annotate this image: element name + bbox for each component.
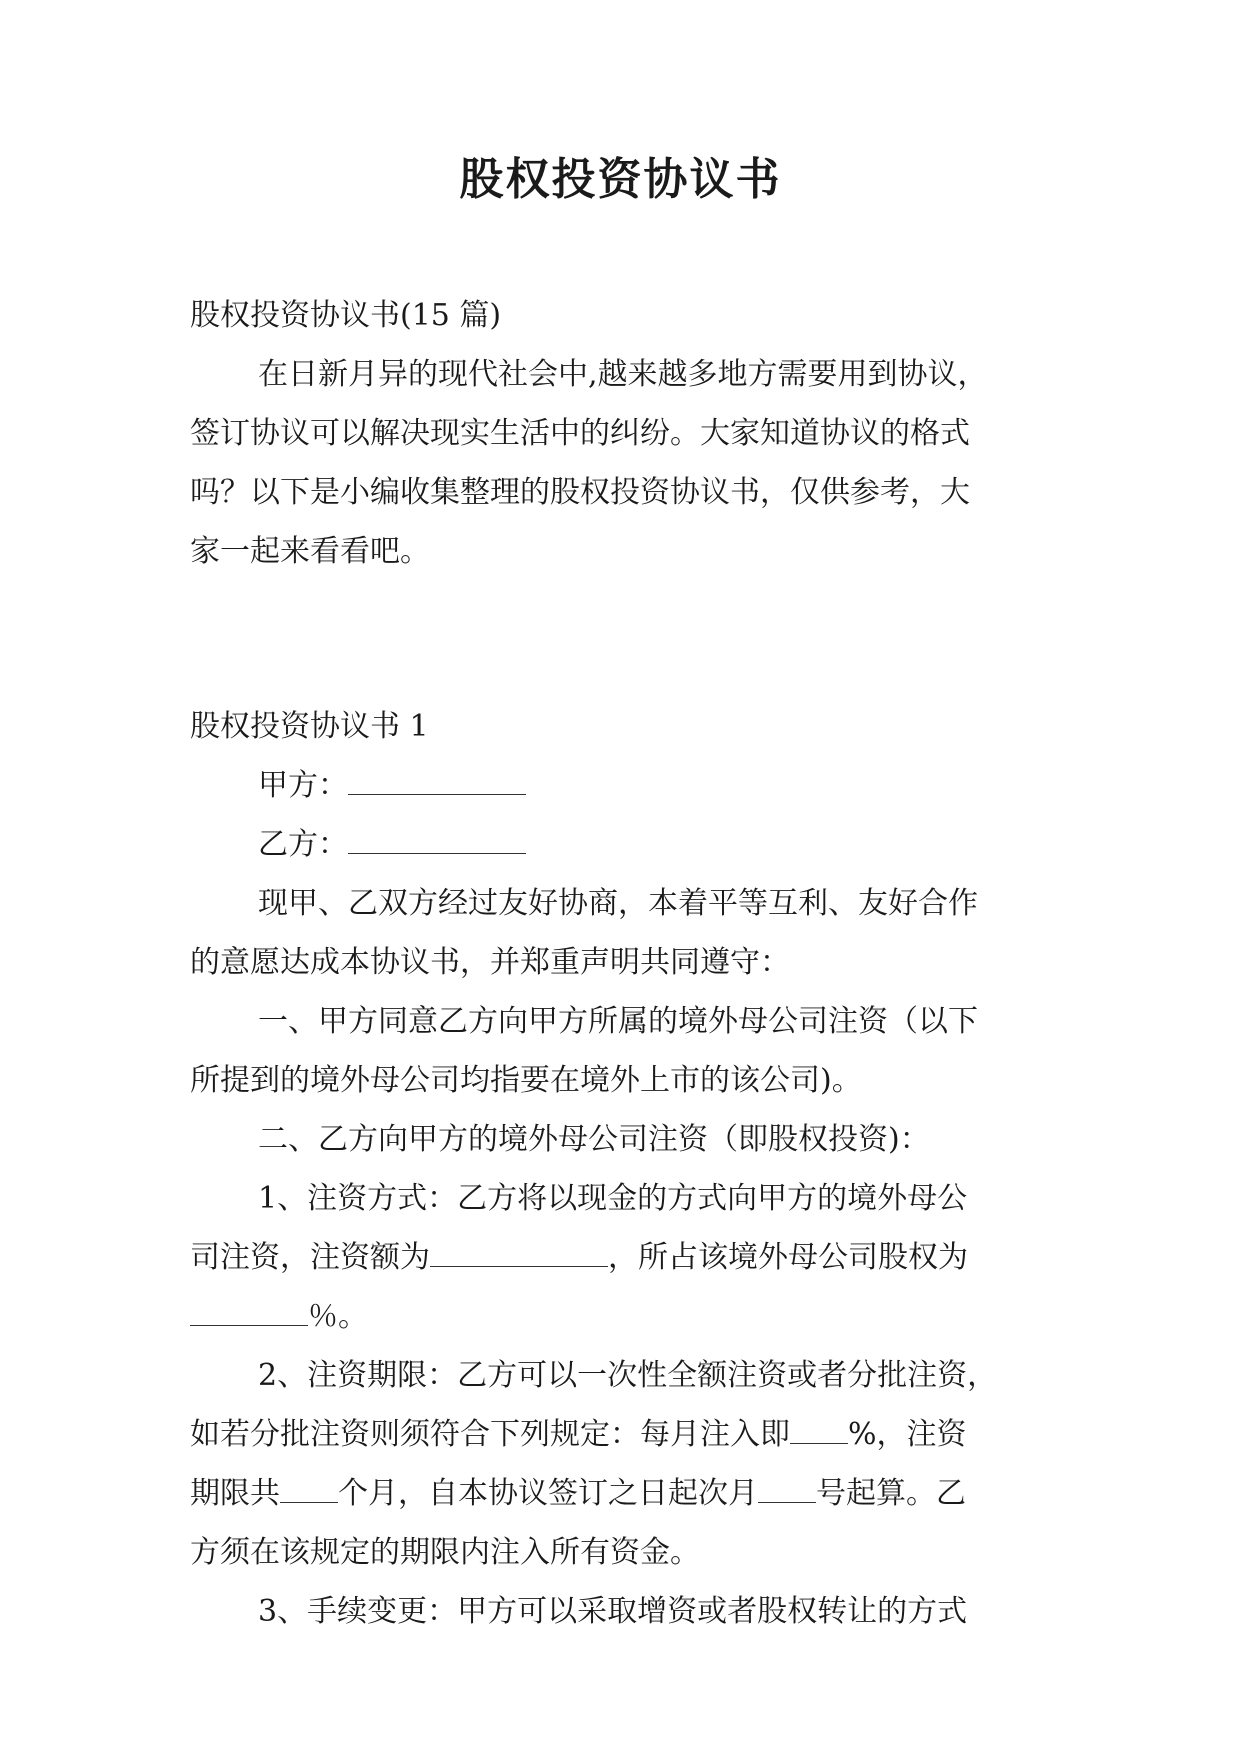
document-body [190,286,1050,1641]
item-1-line: 1、注资方式：乙方将以现金的方式向甲方的境外母公 [258,1181,968,1216]
item-1-text: 司注资，注资额为 [190,1240,430,1275]
preamble-paragraph [190,874,1050,992]
item-3 [190,1582,1050,1641]
intro-line: 家一起来看看吧。 [190,534,430,569]
party-a-blank [348,764,526,795]
clause-2 [190,1110,1050,1169]
party-a-line [190,756,1050,815]
section-heading: 股权投资协议书 1 [190,709,429,744]
clause-1 [190,992,1050,1110]
item-1-line [190,1287,1050,1346]
item-1-line [190,1228,1050,1287]
preamble-line: 现甲、乙双方经过友好协商，本着平等互利、友好合作 [258,886,978,921]
equity-percent-blank [190,1295,308,1326]
item-2-text: 如若分批注资则须符合下列规定：每月注入即 [190,1417,790,1452]
paragraph-gap [190,581,1050,697]
item-2-text: %，注资 [848,1417,967,1452]
party-b-label: 乙方： [258,827,348,862]
investment-amount-blank [430,1236,608,1267]
document-title: 股权投资协议书 [459,154,782,205]
clause-1-line: 所提到的境外母公司均指要在境外上市的该公司)。 [190,1063,862,1098]
document-subtitle: 股权投资协议书(15 篇) [190,298,502,333]
months-blank [280,1472,338,1503]
item-1-text: ％。 [308,1299,368,1334]
intro-line: 签订协议可以解决现实生活中的纠纷。大家知道协议的格式 [190,416,970,451]
monthly-percent-blank [790,1413,848,1444]
item-2-text: 号起算。乙 [816,1476,966,1511]
item-1 [190,1169,1050,1346]
party-b-line [190,815,1050,874]
intro-paragraph [190,345,1050,581]
item-2-line: 2、注资期限：乙方可以一次性全额注资或者分批注资， [258,1358,998,1393]
intro-line: 吗？以下是小编收集整理的股权投资协议书，仅供参考，大 [190,475,970,510]
party-a-label: 甲方： [258,768,348,803]
item-2-line: 方须在该规定的期限内注入所有资金。 [190,1535,700,1570]
intro-line: 在日新月异的现代社会中,越来越多地方需要用到协议， [258,357,988,392]
item-2 [190,1346,1050,1582]
clause-2-line: 二、乙方向甲方的境外母公司注资（即股权投资)： [258,1122,930,1157]
item-2-line [190,1464,1050,1523]
item-2-text: 期限共 [190,1476,280,1511]
clause-1-line: 一、甲方同意乙方向甲方所属的境外母公司注资（以下 [258,1004,978,1039]
item-1-text: ，所占该境外母公司股权为 [608,1240,968,1275]
item-2-line [190,1405,1050,1464]
preamble-line: 的意愿达成本协议书，并郑重声明共同遵守： [190,945,790,980]
item-3-line: 3、手续变更：甲方可以采取增资或者股权转让的方式 [258,1594,968,1629]
item-2-text: 个月，自本协议签订之日起次月 [338,1476,758,1511]
start-day-blank [758,1472,816,1503]
party-b-blank [348,823,526,854]
